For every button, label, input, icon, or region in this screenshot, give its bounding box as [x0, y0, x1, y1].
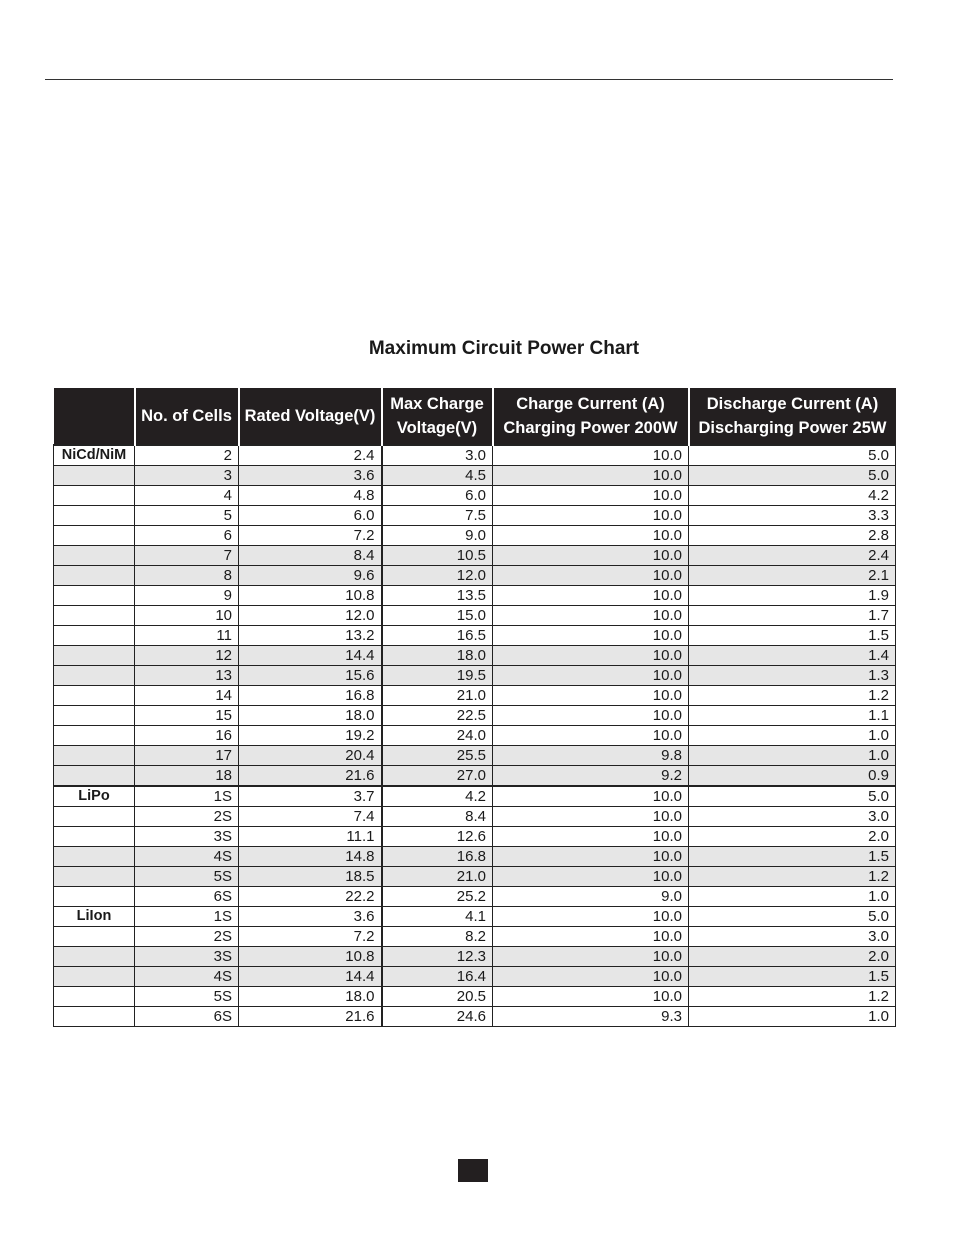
- battery-type-cell: [54, 847, 135, 867]
- battery-type-cell: [54, 666, 135, 686]
- charge-current-cell: 10.0: [493, 726, 689, 746]
- table-row: [54, 646, 896, 666]
- cells-cell: 2S: [135, 807, 239, 827]
- table-row: [54, 445, 896, 466]
- cells-cell: 4: [135, 486, 239, 506]
- charge-current-cell: 10.0: [493, 847, 689, 867]
- cells-cell: 12: [135, 646, 239, 666]
- charge-current-cell: 10.0: [493, 827, 689, 847]
- rated-voltage-cell: 6.0: [239, 506, 382, 526]
- rated-voltage-cell: 13.2: [239, 626, 382, 646]
- charge-current-cell: 10.0: [493, 947, 689, 967]
- discharge-current-cell: 1.9: [689, 586, 896, 606]
- table-row: [54, 807, 896, 827]
- charge-current-cell: 10.0: [493, 807, 689, 827]
- charge-current-cell: 10.0: [493, 546, 689, 566]
- battery-type-cell: [54, 947, 135, 967]
- battery-type-cell: [54, 566, 135, 586]
- table-row: [54, 827, 896, 847]
- cells-cell: 15: [135, 706, 239, 726]
- charge-current-cell: 10.0: [493, 666, 689, 686]
- rated-voltage-cell: 7.2: [239, 927, 382, 947]
- rated-voltage-cell: 21.6: [239, 1007, 382, 1027]
- max-charge-voltage-cell: 12.3: [382, 947, 493, 967]
- power-chart-table: [53, 388, 896, 1027]
- charge-current-cell: 10.0: [493, 967, 689, 987]
- battery-type-cell: [54, 686, 135, 706]
- battery-type-cell: [54, 807, 135, 827]
- table-row: [54, 466, 896, 486]
- discharge-current-cell: 1.0: [689, 726, 896, 746]
- discharge-current-cell: 0.9: [689, 766, 896, 787]
- rated-voltage-cell: 12.0: [239, 606, 382, 626]
- charge-current-cell: 10.0: [493, 586, 689, 606]
- rated-voltage-cell: 20.4: [239, 746, 382, 766]
- discharge-current-cell: 1.4: [689, 646, 896, 666]
- discharge-current-cell: 1.2: [689, 867, 896, 887]
- max-charge-voltage-cell: 25.5: [382, 746, 493, 766]
- page-number-box: [458, 1159, 488, 1182]
- max-charge-voltage-cell: 9.0: [382, 526, 493, 546]
- discharge-current-cell: 5.0: [689, 445, 896, 466]
- rated-voltage-cell: 19.2: [239, 726, 382, 746]
- charge-current-cell: 10.0: [493, 646, 689, 666]
- discharge-current-cell: 1.0: [689, 1007, 896, 1027]
- max-charge-voltage-cell: 10.5: [382, 546, 493, 566]
- charge-current-cell: 10.0: [493, 566, 689, 586]
- table-body: [54, 445, 896, 1027]
- discharge-current-cell: 5.0: [689, 907, 896, 927]
- rated-voltage-cell: 3.6: [239, 466, 382, 486]
- battery-type-cell: [54, 766, 135, 787]
- table-row: [54, 786, 896, 807]
- rated-voltage-cell: 15.6: [239, 666, 382, 686]
- table-row: [54, 606, 896, 626]
- charge-current-cell: 10.0: [493, 907, 689, 927]
- cells-cell: 6S: [135, 1007, 239, 1027]
- rated-voltage-cell: 14.4: [239, 967, 382, 987]
- charge-current-cell: 10.0: [493, 706, 689, 726]
- battery-type-cell: LiPo: [54, 786, 135, 807]
- charge-current-cell: 10.0: [493, 927, 689, 947]
- charge-current-cell: 10.0: [493, 686, 689, 706]
- discharge-current-cell: 1.5: [689, 847, 896, 867]
- max-charge-voltage-cell: 3.0: [382, 445, 493, 466]
- discharge-current-cell: 4.2: [689, 486, 896, 506]
- battery-type-cell: [54, 726, 135, 746]
- discharge-current-cell: 2.0: [689, 947, 896, 967]
- max-charge-voltage-cell: 24.0: [382, 726, 493, 746]
- table-row: [54, 546, 896, 566]
- discharge-current-cell: 2.0: [689, 827, 896, 847]
- cells-cell: 6S: [135, 887, 239, 907]
- max-charge-voltage-cell: 21.0: [382, 686, 493, 706]
- discharge-current-cell: 3.3: [689, 506, 896, 526]
- rated-voltage-cell: 22.2: [239, 887, 382, 907]
- max-charge-voltage-cell: 6.0: [382, 486, 493, 506]
- table-row: [54, 987, 896, 1007]
- charge-current-cell: 9.8: [493, 746, 689, 766]
- max-charge-voltage-cell: 16.5: [382, 626, 493, 646]
- charge-current-cell: 10.0: [493, 606, 689, 626]
- cells-cell: 4S: [135, 847, 239, 867]
- header-max-charge-voltage: Max Charge Voltage(V): [382, 388, 493, 445]
- table-row: [54, 907, 896, 927]
- discharge-current-cell: 1.2: [689, 987, 896, 1007]
- table-row: [54, 726, 896, 746]
- rated-voltage-cell: 14.4: [239, 646, 382, 666]
- max-charge-voltage-cell: 4.1: [382, 907, 493, 927]
- cells-cell: 11: [135, 626, 239, 646]
- table-row: [54, 947, 896, 967]
- cells-cell: 2S: [135, 927, 239, 947]
- max-charge-voltage-cell: 12.0: [382, 566, 493, 586]
- battery-type-cell: [54, 646, 135, 666]
- discharge-current-cell: 1.7: [689, 606, 896, 626]
- charge-current-cell: 10.0: [493, 445, 689, 466]
- cells-cell: 5: [135, 506, 239, 526]
- table-row: [54, 566, 896, 586]
- table-row: [54, 666, 896, 686]
- max-charge-voltage-cell: 16.4: [382, 967, 493, 987]
- top-divider: [45, 79, 893, 80]
- table-row: [54, 847, 896, 867]
- max-charge-voltage-cell: 18.0: [382, 646, 493, 666]
- charge-current-cell: 10.0: [493, 626, 689, 646]
- charge-current-cell: 10.0: [493, 466, 689, 486]
- discharge-current-cell: 3.0: [689, 807, 896, 827]
- max-charge-voltage-cell: 25.2: [382, 887, 493, 907]
- max-charge-voltage-cell: 20.5: [382, 987, 493, 1007]
- table-row: [54, 766, 896, 787]
- cells-cell: 1S: [135, 907, 239, 927]
- battery-type-cell: [54, 606, 135, 626]
- cells-cell: 18: [135, 766, 239, 787]
- charge-current-cell: 9.2: [493, 766, 689, 787]
- cells-cell: 13: [135, 666, 239, 686]
- rated-voltage-cell: 7.4: [239, 807, 382, 827]
- cells-cell: 3S: [135, 827, 239, 847]
- header-row: [54, 388, 896, 445]
- discharge-current-cell: 1.2: [689, 686, 896, 706]
- charge-current-cell: 10.0: [493, 506, 689, 526]
- header-no-of-cells: No. of Cells: [135, 388, 239, 445]
- cells-cell: 5S: [135, 867, 239, 887]
- table-row: [54, 746, 896, 766]
- rated-voltage-cell: 10.8: [239, 586, 382, 606]
- battery-type-cell: NiCd/NiM: [54, 445, 135, 466]
- charge-current-cell: 9.0: [493, 887, 689, 907]
- rated-voltage-cell: 16.8: [239, 686, 382, 706]
- table-row: [54, 506, 896, 526]
- battery-type-cell: [54, 526, 135, 546]
- rated-voltage-cell: 8.4: [239, 546, 382, 566]
- discharge-current-cell: 1.0: [689, 746, 896, 766]
- cells-cell: 7: [135, 546, 239, 566]
- table-row: [54, 927, 896, 947]
- rated-voltage-cell: 10.8: [239, 947, 382, 967]
- max-charge-voltage-cell: 19.5: [382, 666, 493, 686]
- rated-voltage-cell: 18.5: [239, 867, 382, 887]
- header-battery-type: [54, 388, 135, 445]
- max-charge-voltage-cell: 4.2: [382, 786, 493, 807]
- rated-voltage-cell: 3.6: [239, 907, 382, 927]
- table-row: [54, 686, 896, 706]
- cells-cell: 3: [135, 466, 239, 486]
- chart-title: Maximum Circuit Power Chart: [368, 338, 640, 359]
- discharge-current-cell: 5.0: [689, 466, 896, 486]
- cells-cell: 5S: [135, 987, 239, 1007]
- max-charge-voltage-cell: 12.6: [382, 827, 493, 847]
- table-row: [54, 486, 896, 506]
- charge-current-cell: 10.0: [493, 786, 689, 807]
- charge-current-cell: 10.0: [493, 486, 689, 506]
- cells-cell: 4S: [135, 967, 239, 987]
- max-charge-voltage-cell: 7.5: [382, 506, 493, 526]
- charge-current-cell: 10.0: [493, 867, 689, 887]
- rated-voltage-cell: 2.4: [239, 445, 382, 466]
- charge-current-cell: 10.0: [493, 987, 689, 1007]
- discharge-current-cell: 2.1: [689, 566, 896, 586]
- max-charge-voltage-cell: 16.8: [382, 847, 493, 867]
- battery-type-cell: [54, 546, 135, 566]
- battery-type-cell: [54, 706, 135, 726]
- battery-type-cell: [54, 466, 135, 486]
- rated-voltage-cell: 18.0: [239, 706, 382, 726]
- cells-cell: 9: [135, 586, 239, 606]
- battery-type-cell: [54, 626, 135, 646]
- cells-cell: 1S: [135, 786, 239, 807]
- header-discharge-current: Discharge Current (A) Discharging Power 25W: [689, 388, 896, 445]
- rated-voltage-cell: 14.8: [239, 847, 382, 867]
- battery-type-cell: [54, 967, 135, 987]
- header-charge-current: Charge Current (A) Charging Power 200W: [493, 388, 689, 445]
- max-charge-voltage-cell: 21.0: [382, 867, 493, 887]
- table-row: [54, 626, 896, 646]
- battery-type-cell: [54, 746, 135, 766]
- rated-voltage-cell: 21.6: [239, 766, 382, 787]
- table-row: [54, 1007, 896, 1027]
- battery-type-cell: [54, 887, 135, 907]
- rated-voltage-cell: 9.6: [239, 566, 382, 586]
- battery-type-cell: [54, 506, 135, 526]
- max-charge-voltage-cell: 4.5: [382, 466, 493, 486]
- cells-cell: 3S: [135, 947, 239, 967]
- discharge-current-cell: 1.5: [689, 626, 896, 646]
- rated-voltage-cell: 3.7: [239, 786, 382, 807]
- cells-cell: 14: [135, 686, 239, 706]
- table-row: [54, 586, 896, 606]
- discharge-current-cell: 1.0: [689, 887, 896, 907]
- max-charge-voltage-cell: 8.4: [382, 807, 493, 827]
- table-row: [54, 967, 896, 987]
- discharge-current-cell: 2.4: [689, 546, 896, 566]
- battery-type-cell: [54, 586, 135, 606]
- discharge-current-cell: 1.5: [689, 967, 896, 987]
- battery-type-cell: [54, 827, 135, 847]
- header-rated-voltage: Rated Voltage(V): [239, 388, 382, 445]
- max-charge-voltage-cell: 8.2: [382, 927, 493, 947]
- discharge-current-cell: 2.8: [689, 526, 896, 546]
- discharge-current-cell: 3.0: [689, 927, 896, 947]
- battery-type-cell: [54, 1007, 135, 1027]
- battery-type-cell: [54, 987, 135, 1007]
- max-charge-voltage-cell: 22.5: [382, 706, 493, 726]
- cells-cell: 10: [135, 606, 239, 626]
- battery-type-cell: [54, 867, 135, 887]
- max-charge-voltage-cell: 27.0: [382, 766, 493, 787]
- discharge-current-cell: 1.1: [689, 706, 896, 726]
- cells-cell: 16: [135, 726, 239, 746]
- charge-current-cell: 10.0: [493, 526, 689, 546]
- battery-type-cell: [54, 927, 135, 947]
- rated-voltage-cell: 7.2: [239, 526, 382, 546]
- max-charge-voltage-cell: 24.6: [382, 1007, 493, 1027]
- charge-current-cell: 9.3: [493, 1007, 689, 1027]
- table-row: [54, 887, 896, 907]
- cells-cell: 17: [135, 746, 239, 766]
- max-charge-voltage-cell: 13.5: [382, 586, 493, 606]
- battery-type-cell: LiIon: [54, 907, 135, 927]
- rated-voltage-cell: 4.8: [239, 486, 382, 506]
- rated-voltage-cell: 18.0: [239, 987, 382, 1007]
- cells-cell: 6: [135, 526, 239, 546]
- rated-voltage-cell: 11.1: [239, 827, 382, 847]
- table-row: [54, 706, 896, 726]
- battery-type-cell: [54, 486, 135, 506]
- table-row: [54, 526, 896, 546]
- max-charge-voltage-cell: 15.0: [382, 606, 493, 626]
- discharge-current-cell: 5.0: [689, 786, 896, 807]
- discharge-current-cell: 1.3: [689, 666, 896, 686]
- cells-cell: 2: [135, 445, 239, 466]
- cells-cell: 8: [135, 566, 239, 586]
- table-row: [54, 867, 896, 887]
